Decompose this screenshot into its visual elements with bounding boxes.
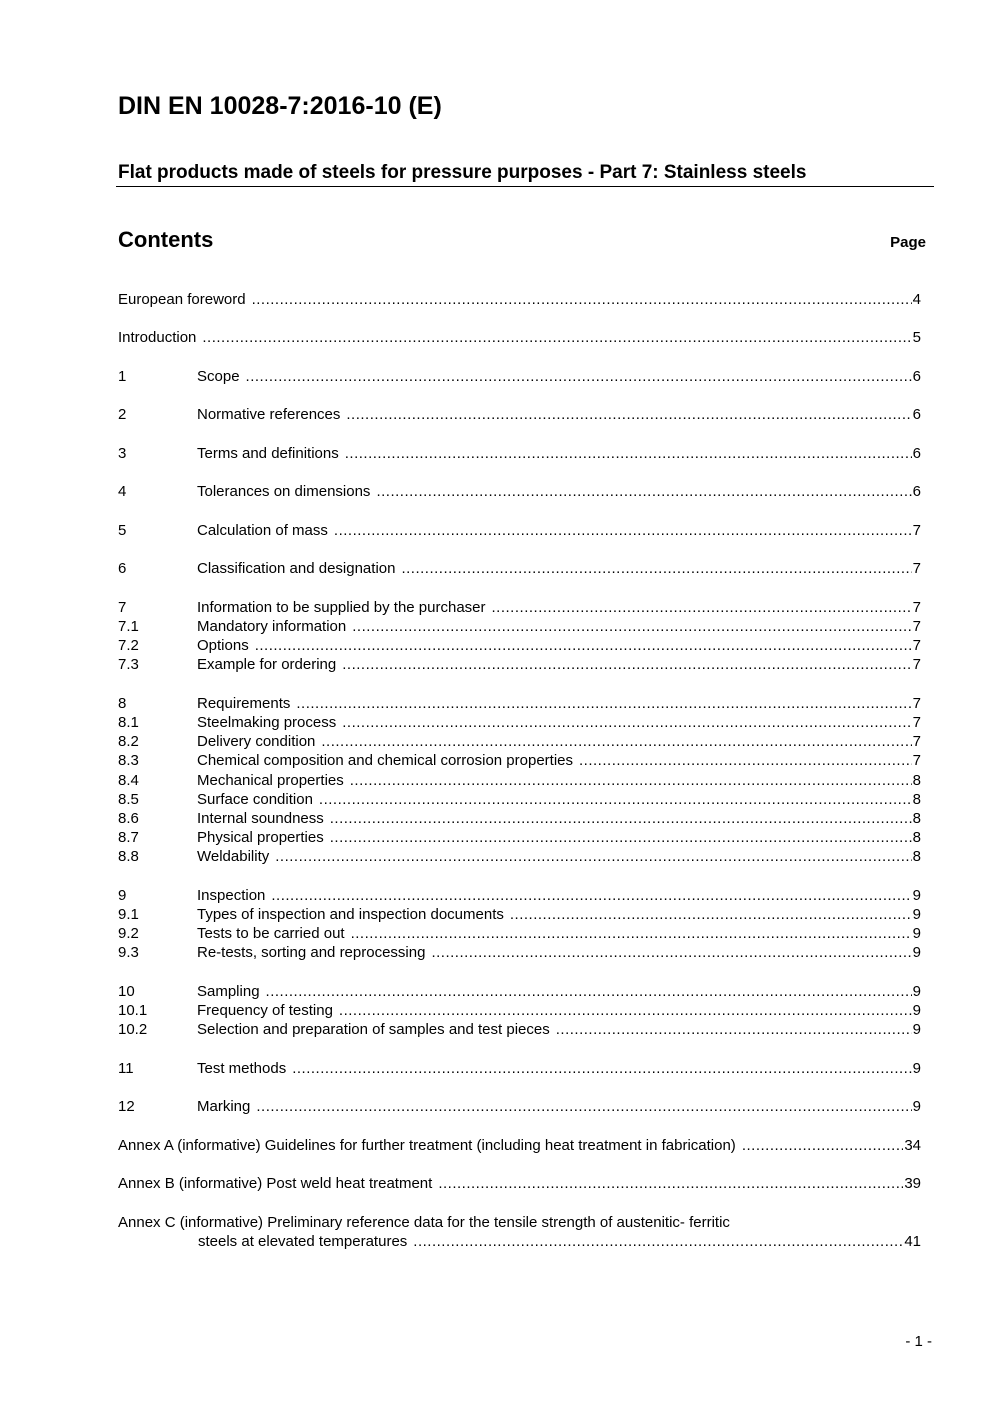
toc-entry-title: Surface condition <box>197 790 313 808</box>
toc-leader-dots <box>339 1001 912 1020</box>
toc-entry-number: 8.7 <box>118 829 139 847</box>
toc-entry-title: Options <box>197 637 249 655</box>
toc-entry-selection-samples[interactable] <box>118 1020 921 1039</box>
toc-entry-types-inspection[interactable] <box>118 905 921 924</box>
toc-entry-number: 6 <box>118 560 127 578</box>
toc-entry-number: 7.1 <box>118 618 139 636</box>
toc-entry-delivery-condition[interactable] <box>118 732 921 751</box>
toc-entry-page: 39 <box>904 1175 921 1193</box>
toc-entry-page: 8 <box>912 790 921 808</box>
toc-entry-title: Types of inspection and inspection documents <box>197 906 504 924</box>
toc-entry-page: 7 <box>912 521 921 539</box>
toc-group <box>118 482 921 501</box>
toc-entry-requirements[interactable] <box>118 694 921 713</box>
toc-entry-number: 8.3 <box>118 752 139 770</box>
toc-leader-dots <box>345 444 912 463</box>
toc-entry-number: 5 <box>118 521 127 539</box>
toc-leader-dots <box>492 598 912 617</box>
toc-entry-page: 6 <box>912 444 921 462</box>
toc-entry-normative-references[interactable] <box>118 405 921 424</box>
toc-entry-european-foreword[interactable] <box>118 290 921 309</box>
toc-leader-dots <box>352 617 911 636</box>
toc-group <box>118 694 921 867</box>
document-subtitle: Flat products made of steels for pressure purposes - Part 7: Stainless steels <box>118 162 807 183</box>
toc-group <box>118 886 921 963</box>
toc-leader-dots <box>256 1097 911 1116</box>
toc-entry-number: 7 <box>118 598 127 616</box>
contents-heading: Contents <box>118 227 214 252</box>
toc-group <box>118 367 921 386</box>
toc-group <box>118 444 921 463</box>
toc-entry-title: Annex C (informative) Preliminary reference data for the tensile strength of austenitic- ferritic <box>118 1213 730 1231</box>
toc-leader-dots <box>556 1020 912 1039</box>
toc-entry-page: 9 <box>912 982 921 1000</box>
toc-entry-mandatory-information[interactable] <box>118 617 921 636</box>
toc-entry-title: steels at elevated temperatures <box>198 1232 408 1250</box>
toc-leader-dots <box>431 943 911 962</box>
toc-entry-title: Inspection <box>197 886 266 904</box>
toc-entry-annex-a[interactable] <box>118 1136 921 1155</box>
toc-entry-options[interactable] <box>118 636 921 655</box>
toc-entry-steelmaking-process[interactable] <box>118 713 921 732</box>
toc-entry-page: 7 <box>912 694 921 712</box>
document-title: DIN EN 10028-7:2016-10 (E) <box>118 92 442 120</box>
toc-entry-number: 9.2 <box>118 925 139 943</box>
toc-entry-title: Chemical composition and chemical corrosion properties <box>197 752 574 770</box>
toc-entry-page: 7 <box>912 656 921 674</box>
toc-entry-marking[interactable] <box>118 1097 921 1116</box>
toc-entry-weldability[interactable] <box>118 847 921 866</box>
toc-entry-title: Requirements <box>197 694 291 712</box>
toc-entry-number: 12 <box>118 1098 135 1116</box>
toc-entry-page: 7 <box>912 598 921 616</box>
toc-entry-number: 4 <box>118 483 127 501</box>
toc-entry-page: 7 <box>912 733 921 751</box>
toc-entry-title: Calculation of mass <box>197 521 328 539</box>
toc-entry-number: 1 <box>118 367 127 385</box>
toc-leader-dots <box>401 559 911 578</box>
toc-entry-page: 34 <box>904 1136 921 1154</box>
toc-entry-page: 8 <box>912 829 921 847</box>
toc-entry-page: 6 <box>912 483 921 501</box>
toc-entry-number: 10.1 <box>118 1002 148 1020</box>
toc-entry-page: 4 <box>912 291 921 308</box>
toc-leader-dots <box>321 732 911 751</box>
toc-entry-number: 2 <box>118 406 127 424</box>
toc-entry-classification[interactable] <box>118 559 921 578</box>
toc-entry-title: Scope <box>197 367 240 385</box>
toc-entry-number: 10.2 <box>118 1021 148 1039</box>
toc-entry-calculation-mass[interactable] <box>118 521 921 540</box>
toc-entry-page: 7 <box>912 560 921 578</box>
toc-entry-page: 9 <box>912 1098 921 1116</box>
toc-entry-scope[interactable] <box>118 367 921 386</box>
toc-entry-page: 9 <box>912 1021 921 1039</box>
page-number: - 1 - <box>905 1333 932 1350</box>
toc-leader-dots <box>579 751 912 770</box>
toc-entry-number: 8.8 <box>118 848 139 866</box>
toc-entry-inspection[interactable] <box>118 886 921 905</box>
toc-entry-number: 7.3 <box>118 656 139 674</box>
toc-group-annex-c <box>118 1213 921 1251</box>
title-rule <box>116 186 934 187</box>
toc-entry-example-ordering[interactable] <box>118 655 921 674</box>
toc-entry-number: 3 <box>118 444 127 462</box>
toc-leader-dots <box>275 847 911 866</box>
toc-entry-page: 6 <box>912 406 921 424</box>
toc-entry-surface-condition[interactable] <box>118 790 921 809</box>
toc-entry-terms-definitions[interactable] <box>118 444 921 463</box>
toc-entry-number: 11 <box>118 1059 134 1077</box>
toc-entry-title: Selection and preparation of samples and test pieces <box>197 1021 550 1039</box>
toc-leader-dots <box>246 367 912 386</box>
toc-entry-number: 9.1 <box>118 906 139 924</box>
toc-entry-test-methods[interactable] <box>118 1059 921 1078</box>
toc-entry-page: 7 <box>912 714 921 732</box>
toc-group <box>118 1097 921 1116</box>
toc-group <box>118 598 921 675</box>
toc-leader-dots <box>438 1174 903 1193</box>
toc-entry-title: Annex A (informative) Guidelines for further treatment (including heat treatment in fabrication) <box>118 1136 736 1154</box>
toc-entry-page: 8 <box>912 771 921 789</box>
toc-entry-title: Terms and definitions <box>197 444 339 462</box>
toc-entry-tests-carried-out[interactable] <box>118 924 921 943</box>
page-column-heading: Page <box>890 234 926 251</box>
toc-leader-dots <box>319 790 912 809</box>
toc-entry-page: 9 <box>912 925 921 943</box>
toc-leader-dots <box>330 809 912 828</box>
toc-entry-physical-properties[interactable] <box>118 828 921 847</box>
toc-leader-dots <box>271 886 911 905</box>
toc-group <box>118 521 921 540</box>
toc-entry-number: 9.3 <box>118 944 139 962</box>
toc-leader-dots <box>346 405 911 424</box>
toc-group <box>118 1136 921 1155</box>
toc-entry-page: 9 <box>912 886 921 904</box>
toc-group <box>118 559 921 578</box>
toc-entry-page: 41 <box>904 1232 921 1250</box>
toc-leader-dots <box>342 655 911 674</box>
toc-entry-retests[interactable] <box>118 943 921 962</box>
toc-leader-dots <box>342 713 911 732</box>
toc-entry-title: Steelmaking process <box>197 714 337 732</box>
toc-leader-dots <box>742 1136 904 1155</box>
toc-entry-page: 9 <box>912 1059 921 1077</box>
toc-leader-dots <box>510 905 912 924</box>
toc-entry-title: Classification and designation <box>197 560 396 578</box>
toc-leader-dots <box>376 482 911 501</box>
toc-entry-title: Internal soundness <box>197 810 324 828</box>
toc-entry-page: 9 <box>912 944 921 962</box>
toc-entry-tolerances[interactable] <box>118 482 921 501</box>
toc-entry-number: 10 <box>118 982 135 1000</box>
toc-leader-dots <box>255 636 912 655</box>
toc-entry-number: 9 <box>118 886 127 904</box>
toc-leader-dots <box>334 521 912 540</box>
toc-group <box>118 290 921 309</box>
toc-leader-dots <box>351 924 912 943</box>
toc-entry-page: 5 <box>912 329 921 347</box>
toc-entry-title: Weldability <box>197 848 270 866</box>
toc-group <box>118 1059 921 1078</box>
toc-entry-title: Re-tests, sorting and reprocessing <box>197 944 426 962</box>
toc-group <box>118 1174 921 1193</box>
toc-entry-title: Tolerances on dimensions <box>197 483 371 501</box>
toc-leader-dots <box>202 328 911 347</box>
toc-entry-internal-soundness[interactable] <box>118 809 921 828</box>
toc-leader-dots <box>266 982 912 1001</box>
toc-entry-title: Information to be supplied by the purchaser <box>197 598 486 616</box>
toc-entry-number: 8.6 <box>118 810 139 828</box>
toc-entry-frequency-testing[interactable] <box>118 1001 921 1020</box>
toc-entry-title: Frequency of testing <box>197 1002 333 1020</box>
toc-entry-number: 8 <box>118 694 127 712</box>
toc-entry-annex-b[interactable] <box>118 1174 921 1193</box>
toc-entry-title: Test methods <box>197 1059 287 1077</box>
toc-entry-mechanical-properties[interactable] <box>118 771 921 790</box>
toc-entry-number: 8.5 <box>118 790 139 808</box>
toc-entry-page: 8 <box>912 848 921 866</box>
toc-entry-page: 7 <box>912 752 921 770</box>
toc-leader-dots <box>292 1059 911 1078</box>
toc-entry-annex-c-line2[interactable] <box>118 1232 921 1251</box>
table-of-contents <box>118 290 921 1270</box>
toc-entry-title: European foreword <box>118 291 246 308</box>
toc-entry-page: 7 <box>912 637 921 655</box>
toc-leader-dots <box>296 694 911 713</box>
toc-entry-number: 8.1 <box>118 714 139 732</box>
toc-leader-dots <box>330 828 912 847</box>
toc-group <box>118 982 921 1040</box>
toc-entry-title: Physical properties <box>197 829 324 847</box>
toc-entry-title: Mandatory information <box>197 618 347 636</box>
toc-entry-introduction[interactable] <box>118 328 921 347</box>
toc-entry-title: Mechanical properties <box>197 771 344 789</box>
toc-group <box>118 405 921 424</box>
toc-entry-title: Example for ordering <box>197 656 337 674</box>
toc-entry-page: 6 <box>912 367 921 385</box>
toc-entry-sampling[interactable] <box>118 982 921 1001</box>
toc-leader-dots <box>252 290 912 309</box>
toc-entry-title: Sampling <box>197 982 260 1000</box>
toc-entry-page: 7 <box>912 618 921 636</box>
toc-group <box>118 328 921 347</box>
toc-leader-dots <box>413 1232 903 1251</box>
toc-entry-title: Introduction <box>118 329 197 347</box>
toc-entry-title: Normative references <box>197 406 341 424</box>
toc-entry-annex-c-line1[interactable] <box>118 1213 921 1232</box>
toc-entry-title: Delivery condition <box>197 733 316 751</box>
toc-entry-chemical-composition[interactable] <box>118 751 921 770</box>
toc-entry-number: 8.2 <box>118 733 139 751</box>
toc-entry-page: 8 <box>912 810 921 828</box>
toc-entry-title: Annex B (informative) Post weld heat treatment <box>118 1175 433 1193</box>
toc-entry-page: 9 <box>912 906 921 924</box>
toc-entry-number: 7.2 <box>118 637 139 655</box>
toc-leader-dots <box>350 771 912 790</box>
toc-entry-title: Marking <box>197 1098 251 1116</box>
toc-entry-title: Tests to be carried out <box>197 925 345 943</box>
toc-entry-number: 8.4 <box>118 771 139 789</box>
toc-entry-information-purchaser[interactable] <box>118 598 921 617</box>
toc-entry-page: 9 <box>912 1002 921 1020</box>
